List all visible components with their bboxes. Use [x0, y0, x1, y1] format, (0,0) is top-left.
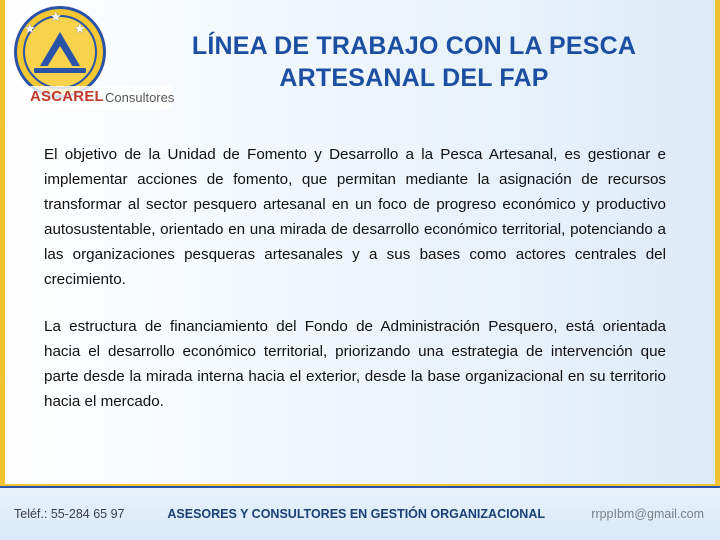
- paragraph: La estructura de financiamiento del Fondo de Administración Pesquero, está orientada hacia el desarrollo económico territorial, priorizando una estrategia de intervención que parte desde la mirada interna hacia el exterior, desde la base organizacional en su territorio hacia el mercado.: [44, 318, 666, 410]
- body-content: [44, 142, 666, 414]
- star-icon: ★: [74, 21, 86, 36]
- footer-tagline: ASESORES Y CONSULTORES EN GESTIÓN ORGANIZACIONAL: [167, 507, 545, 521]
- page-title-line-1: LÍNEA DE TRABAJO CON LA PESCA: [191, 32, 637, 60]
- star-icon: ★: [50, 9, 62, 24]
- paragraph: El objetivo de la Unidad de Fomento y Desarrollo a la Pesca Artesanal, es gestionar e implementar acciones de fomento, que permitan mediante la asignación de recursos transformar al sector pesquero artesanal en un foco de progreso económico y productivo autosustentable, orientado en una mirada de desarrollo económico territorial, potenciando a las organizaciones pesqueras artesanales y a sus bases como actores centrales del crecimiento.: [44, 146, 666, 288]
- footer-email: rrppIbm@gmail.com: [591, 507, 704, 521]
- page-title: [118, 30, 710, 94]
- logo-company-name: ASCAREL: [30, 88, 104, 105]
- page-title-line-2: ARTESANAL DEL FAP: [279, 64, 549, 92]
- footer-row: [0, 486, 720, 540]
- right-accent-bar: [715, 0, 720, 540]
- logo-badge: [14, 6, 106, 98]
- logo-underline-shape: [34, 68, 86, 73]
- left-accent-bar: [0, 0, 5, 540]
- triangle-inner-icon: [47, 46, 73, 67]
- logo-company-subtitle: Consultores: [105, 90, 175, 105]
- star-icon: ★: [24, 21, 36, 36]
- footer-phone: Teléf.: 55-284 65 97: [14, 507, 125, 521]
- slide-footer: [0, 484, 720, 540]
